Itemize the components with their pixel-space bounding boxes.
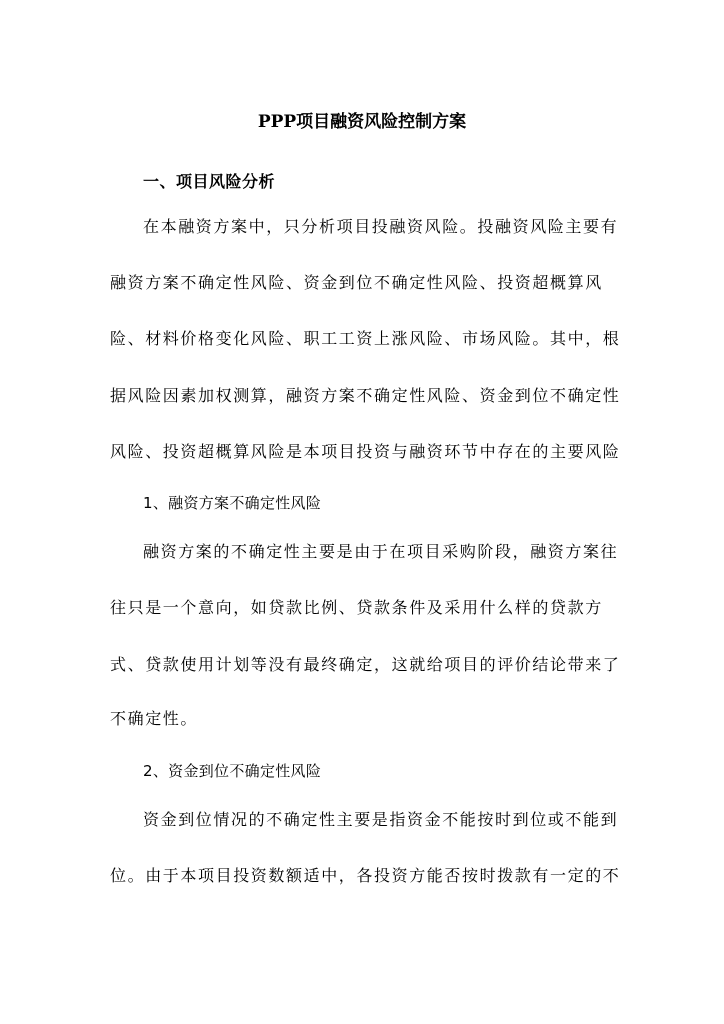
subsection-heading: 2、资金到位不确定性风险 xyxy=(143,762,322,780)
paragraph-line: 据风险因素加权测算，融资方案不确定性风险、资金到位不确定性 xyxy=(110,386,621,405)
paragraph-line: 位。由于本项目投资数额适中，各投资方能否按时拨款有一定的不 xyxy=(110,866,621,885)
paragraph-line: 融资方案的不确定性主要是由于在项目采购阶段，融资方案往 xyxy=(143,542,619,561)
paragraph-line: 往只是一个意向，如贷款比例、贷款条件及采用什么样的贷款方 xyxy=(110,598,603,617)
paragraph-line: 融资方案不确定性风险、资金到位不确定性风险、投资超概算风 xyxy=(110,273,603,292)
paragraph-line: 式、贷款使用计划等没有最终确定，这就给项目的评价结论带来了 xyxy=(110,655,621,674)
subsection-heading: 1、融资方案不确定性风险 xyxy=(143,494,322,512)
document-title: PPP项目融资风险控制方案 xyxy=(257,112,467,132)
paragraph-line: 资金到位情况的不确定性主要是指资金不能按时到位或不能到 xyxy=(143,810,619,829)
section-heading: 一、项目风险分析 xyxy=(143,172,276,191)
paragraph-line: 险、材料价格变化风险、职工工资上涨风险、市场风险。其中，根 xyxy=(110,329,621,348)
paragraph-line: 不确定性。 xyxy=(110,709,199,728)
paragraph-line: 风险、投资超概算风险是本项目投资与融资环节中存在的主要风险 xyxy=(110,442,621,461)
paragraph-line: 在本融资方案中，只分析项目投融资风险。投融资风险主要有 xyxy=(143,217,619,236)
